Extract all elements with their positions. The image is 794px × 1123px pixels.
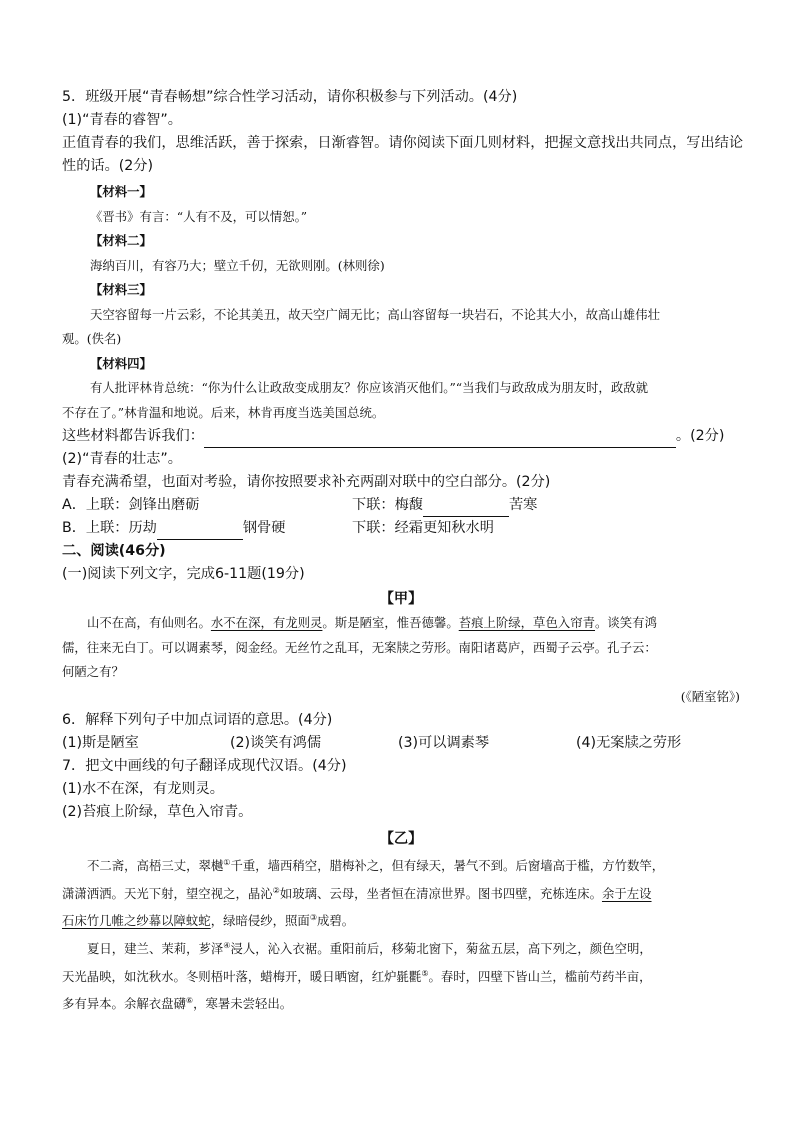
footnote-mark-4: ④ — [223, 940, 231, 950]
passage-yi-p1-line2 — [62, 879, 740, 907]
answer-line — [62, 425, 740, 448]
q5-part2-title: (2)“青春的壮志”。 — [62, 451, 182, 467]
passage-yi-p1-line1 — [62, 851, 740, 879]
jia-seg2: 。斯是陋室，惟吾德馨。 — [322, 615, 459, 630]
couplet-b-upper-pre: B．上联：历劫 — [62, 520, 157, 536]
passage-jia-label: 【甲】 — [379, 591, 423, 607]
q7-item-1: (1)水不在深，有龙则灵。 — [62, 781, 224, 797]
exam-page — [62, 86, 744, 1017]
material-3-text-line2: 观。(佚名) — [62, 331, 122, 346]
yi-p1-l1-a: 不二斋，高梧三丈，翠樾 — [87, 858, 224, 874]
q5-title: 5．班级开展“青春畅想”综合性学习活动，请你积极参与下列活动。(4分) — [62, 89, 518, 105]
yi-p2-l3-b: ，寒暑未尝轻出。 — [193, 996, 293, 1012]
question-5-answers — [62, 425, 740, 611]
jia-seg1: 山不在高，有仙则名。 — [87, 615, 211, 630]
jia-underline1: 水不在深，有龙则灵 — [210, 615, 323, 630]
passage-jia — [62, 611, 740, 709]
q6-item-1: (1)斯是陋室 — [62, 735, 139, 751]
footnote-mark-6: ⑥ — [185, 996, 194, 1006]
jia-seg3: 。谈笑有鸿 — [595, 615, 657, 630]
question-5 — [62, 86, 744, 178]
yi-p2-l2-a: 天光晶映，如沈秋水。冬则梧叶落，蜡梅开，暖日晒窗，红炉毾氍 — [62, 968, 422, 984]
section-2-sub1: (一)阅读下列文字，完成6-11题(19分) — [62, 566, 305, 582]
material-2-label: 【材料二】 — [90, 233, 152, 248]
yi-p1-l2-a: 潇潇洒洒。天光下射，望空视之，晶沁 — [62, 885, 273, 901]
material-1-label: 【材料一】 — [90, 184, 152, 199]
q7-item-2: (2)苔痕上阶绿，草色入帘青。 — [62, 804, 253, 820]
material-4-text-line2: 不存在了。”林肯温和地说。后来，林肯再度当选美国总统。 — [62, 404, 385, 420]
questions-6-7 — [62, 709, 740, 851]
yi-p1-l1-b: 千重，墙西稍空，腊梅补之，但有绿天，暑气不到。后窗墙高于槛，方竹数竿， — [230, 858, 665, 874]
passage-yi-p2-line2 — [62, 962, 740, 990]
section-2-title: 二、阅读(46分) — [62, 543, 166, 559]
q6-item-2: (2)谈笑有鸿儒 — [230, 735, 322, 751]
yi-p1-l3-b: 成碧。 — [316, 913, 355, 929]
footnote-mark-1: ① — [223, 858, 231, 867]
passage-jia-line2: 儒，往来无白丁。可以调素琴，阅金经。无丝竹之乱耳，无案牍之劳形。南阳诸葛庐，西蜀子云亭。孔子云： — [62, 639, 657, 655]
q7-title: 7．把文中画线的句子翻译成现代汉语。(4分) — [62, 758, 347, 774]
answer-blank[interactable] — [204, 431, 676, 448]
couplet-a-lower-post: 苦寒 — [508, 497, 538, 513]
passage-yi-p1-line3 — [62, 906, 740, 934]
materials — [62, 180, 740, 425]
answer-prefix: 这些材料都告诉我们： — [62, 428, 204, 444]
footnote-mark-2: ② — [272, 885, 280, 895]
material-3-label: 【材料三】 — [90, 282, 152, 297]
yi-p2-l3-a: 多有异本。余解衣盘礴 — [62, 996, 186, 1012]
passage-jia-line1 — [62, 611, 740, 636]
material-4-label: 【材料四】 — [90, 355, 152, 371]
footnote-mark-3: ③ — [309, 913, 317, 923]
yi-p1-l2-b: 如玻璃、云母，坐者恒在清凉世界。图书四壁，充栋连床。 — [279, 885, 602, 901]
yi-underline-2: 石床竹几帷之纱幕以障蚊蛇 — [62, 913, 211, 929]
couplet-b-blank[interactable] — [157, 523, 243, 540]
q6-item-4: (4)无案牍之劳形 — [576, 735, 682, 751]
jia-underline2: 苔痕上阶绿，草色入帘青 — [458, 615, 596, 630]
q6-items — [62, 732, 740, 755]
couplet-a — [62, 494, 740, 517]
passage-yi — [62, 851, 740, 1017]
yi-p1-l3-a: ，绿暗侵纱，照面 — [210, 913, 310, 929]
couplet-a-lower — [352, 494, 537, 517]
couplet-b-upper — [62, 517, 352, 540]
q5-part1-prompt-line2: 性的话。(2分) — [62, 158, 154, 174]
couplet-a-blank[interactable] — [423, 500, 509, 517]
yi-underline-1: 余于左设 — [601, 885, 652, 901]
answer-suffix: 。(2分) — [675, 428, 725, 444]
q5-part1-prompt-line1: 正值青春的我们，思维活跃，善于探索，日渐睿智。请你阅读下面几则材料，把握文意找出共同点，写出结论 — [62, 135, 744, 151]
material-2-text: 海纳百川，有容乃大；壁立千仞，无欲则刚。(林则徐) — [90, 257, 385, 273]
yi-p2-l1-b: 浸人，沁入衣裾。重阳前后，移菊北窗下，菊盆五层，高下列之，颜色空明， — [230, 941, 652, 956]
q6-title: 6．解释下列句子中加点词语的意思。(4分) — [62, 712, 333, 728]
material-4-text-line1: 有人批评林肯总统：“你为什么让政敌变成朋友？你应该消灭他们。”“当我们与政敌成为朋友时，政敌就 — [90, 380, 648, 395]
couplet-b-upper-post: 钢骨硬 — [242, 520, 286, 536]
footnote-mark-5: ⑤ — [421, 968, 429, 978]
couplet-b-lower: 下联：经霜更知秋水明 — [352, 520, 494, 536]
q6-item-3: (3)可以调素琴 — [398, 735, 490, 751]
passage-yi-p2-line1 — [62, 934, 740, 962]
yi-p2-l1-a: 夏日，建兰、茉莉，芗泽 — [87, 941, 224, 956]
material-1-text: 《晋书》有言：“人有不及，可以情恕。” — [90, 208, 308, 224]
couplet-a-lower-pre: 下联：梅馥 — [352, 497, 423, 513]
yi-p2-l2-b: 。春时，四壁下皆山兰，槛前芍药半亩， — [428, 968, 652, 984]
passage-jia-line3: 何陋之有？ — [62, 664, 124, 679]
q5-part1-title: (1)“青春的睿智”。 — [62, 112, 182, 128]
couplet-b — [62, 517, 740, 540]
passage-jia-source: (《陋室铭》) — [680, 688, 740, 704]
passage-yi-p2-line3 — [62, 989, 740, 1017]
passage-yi-label: 【乙】 — [379, 831, 423, 847]
q5-part2-prompt: 青春充满希望，也面对考验，请你按照要求补充两副对联中的空白部分。(2分) — [62, 474, 551, 490]
couplet-a-upper: A．上联：剑锋出磨砺 — [62, 497, 200, 513]
material-3-text-line1: 天空容留每一片云彩，不论其美丑，故天空广阔无比；高山容留每一块岩石，不论其大小，故高山雄伟壮 — [90, 306, 660, 322]
